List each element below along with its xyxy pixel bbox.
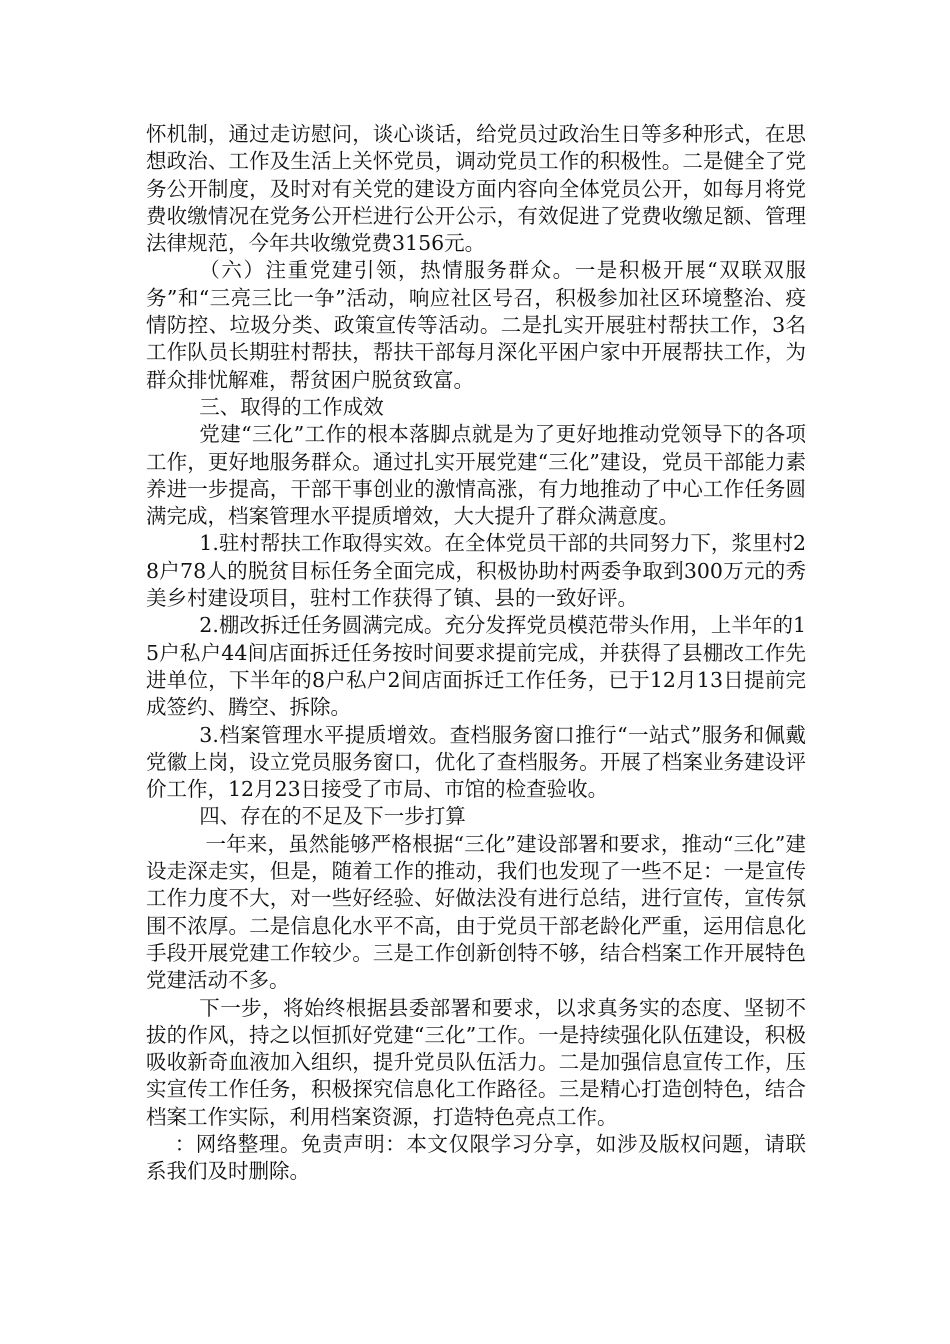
- section-heading-achievements: 三、取得的工作成效: [199, 394, 384, 419]
- section-heading-shortcomings: 四、存在的不足及下一步打算: [199, 804, 466, 829]
- paragraph-next-steps: 下一步，将始终根据县委部署和要求，以求真务实的态度、坚韧不拔的作风，持之以恒抓好党建“三化”工作。一是持续强化队伍建设，积极吸收新奇血液加入组织，提升党员队伍活力。二是加强信息宣传工作，压实宣传工作任务，积极探究信息化工作路径。三是精心打造创特色，结合档案工作实际，利用档案资源，打造特色亮点工作。: [146, 995, 806, 1129]
- paragraph-serve-masses: （六）注重党建引领，热情服务群众。一是积极开展“双联双服务”和“三亮三比一争”活动，响应社区号召，积极参加社区环境整治、疫情防控、垃圾分类、政策宣传等活动。二是扎实开展驻村帮扶工作，3名工作队员长期驻村帮扶，帮扶干部每月深化平困户家中开展帮扶工作，为群众排忧解难，帮贫困户脱贫致富。: [146, 258, 806, 392]
- paragraph-achievement-village-aid: 1.驻村帮扶工作取得实效。在全体党员干部的共同努力下，浆里村28户78人的脱贫目标任务全面完成，积极协助村两委争取到300万元的秀美乡村建设项目，驻村工作获得了镇、县的一致好评。: [146, 531, 806, 611]
- paragraph-achievement-archives: 3.档案管理水平提质增效。查档服务窗口推行“一站式”服务和佩戴党徽上岗，设立党员服务窗口，优化了查档服务。开展了档案业务建设评价工作，12月23日接受了市局、市馆的检查验收。: [146, 722, 806, 802]
- document-body: [146, 121, 806, 1186]
- paragraph-disclaimer: ：网络整理。免责声明：本文仅限学习分享，如涉及版权问题，请联系我们及时删除。: [146, 1131, 806, 1184]
- paragraph-achievements-intro: 党建“三化”工作的根本落脚点就是为了更好地推动党领导下的各项工作，更好地服务群众。通过扎实开展党建“三化”建设，党员干部能力素养进一步提高，干部干事创业的激情高涨，有力地推动了中心工作任务圆满完成，档案管理水平提质增效，大大提升了群众满意度。: [146, 422, 806, 529]
- paragraph-achievement-demolition: 2.棚改拆迁任务圆满完成。充分发挥党员模范带头作用，上半年的15户私户44间店面拆迁任务按时间要求提前完成，并获得了县棚改工作先进单位，下半年的8户私户2间店面拆迁工作任务，已于12月13日提前完成签约、腾空、拆除。: [146, 613, 806, 720]
- paragraph-shortcomings: 一年来，虽然能够严格根据“三化”建设部署和要求，推动“三化”建设走深走实，但是，随着工作的推动，我们也发现了一些不足：一是宣传工作力度不大，对一些好经验、好做法没有进行总结，进行宣传，宣传氛围不浓厚。二是信息化水平不高，由于党员干部老龄化严重，运用信息化手段开展党建工作较少。三是工作创新创特不够，结合档案工作开展特色党建活动不多。: [146, 831, 806, 993]
- paragraph-party-care-continued: 怀机制，通过走访慰问，谈心谈话，给党员过政治生日等多种形式，在思想政治、工作及生活上关怀党员，调动党员工作的积极性。二是健全了党务公开制度，及时对有关党的建设方面内容向全体党员公开，如每月将党费收缴情况在党务公开栏进行公开公示，有效促进了党费收缴足额、管理法律规范，今年共收缴党费3156元。: [146, 122, 806, 256]
